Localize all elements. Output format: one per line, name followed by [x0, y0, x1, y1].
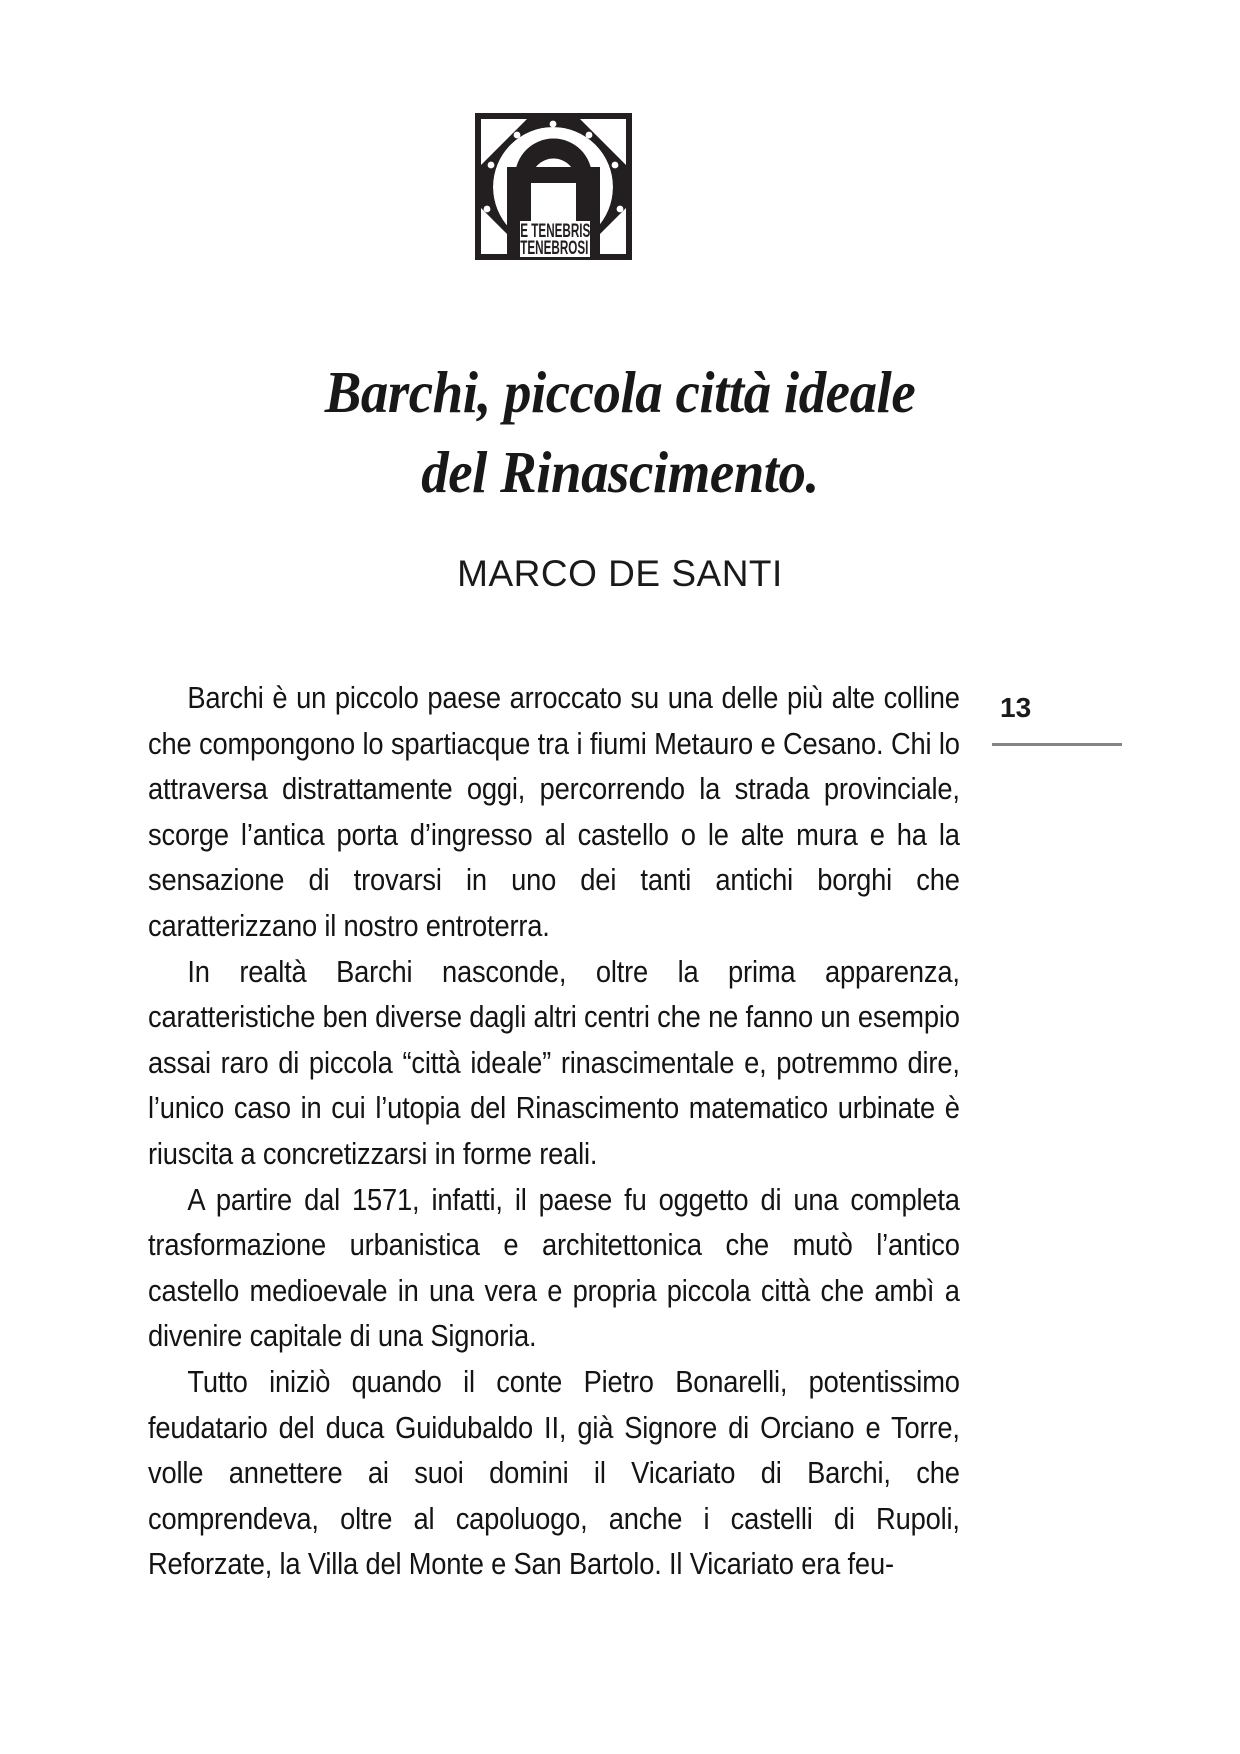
page-title	[150, 352, 1090, 512]
body-paragraph-2: In realtà Barchi nasconde, oltre la prima apparenza, caratteristiche ben diverse dagli altri centri che ne fanno un esempio assai raro di piccola “città ideale” rinascimentale e, potremmo dire, l’unico caso in cui l’utopia del Rinascimento matematico urbinate è riuscita a concretizzarsi in forme reali.	[148, 954, 960, 1171]
title-line-1: Barchi, piccola città ideale	[324, 359, 916, 425]
body-paragraph-4: Tutto iniziò quando il conte Pietro Bonarelli, potentissimo feudatario del duca Guidubaldo II, già Signore di Orciano e Torre, volle annettere ai suoi domini il Vicariato di Barchi, che comprendeva, oltre al capoluogo, anche i castelli di Rupoli, Reforzate, la Villa del Monte e San Bartolo. Il Vicariato era feu-	[148, 1364, 960, 1582]
body-paragraph-1: Barchi è un piccolo paese arroccato su una delle più alte colline che compongono lo spartiacque tra i fiumi Metauro e Cesano. Chi lo attraversa distrattamente oggi, percorrendo la strada provinciale, scorge l’antica porta d’ingresso al castello o le alte mura e ha la sensazione di trovarsi in uno dei tanti antichi borghi che caratterizzano il nostro entroterra.	[148, 681, 960, 943]
author-name: MARCO DE SANTI	[457, 553, 783, 594]
logo-motto-line1: E TENEBRIS	[520, 221, 591, 242]
body-paragraph-3: A partire dal 1571, infatti, il paese fu oggetto di una completa trasformazione urbanistica e architettonica che mutò l’antico castello medioevale in una vera e propria piccola città che ambì a divenire capitale di una Signoria.	[148, 1182, 960, 1354]
colophon-icon	[475, 113, 632, 260]
body-text-column	[148, 676, 960, 1588]
page-number: 13	[1000, 692, 1032, 723]
logo-motto-line2: TENEBROSI	[520, 238, 589, 259]
folio-rule-divider	[992, 743, 1122, 746]
publisher-logo	[475, 113, 632, 260]
title-line-2: del Rinascimento.	[421, 439, 819, 505]
